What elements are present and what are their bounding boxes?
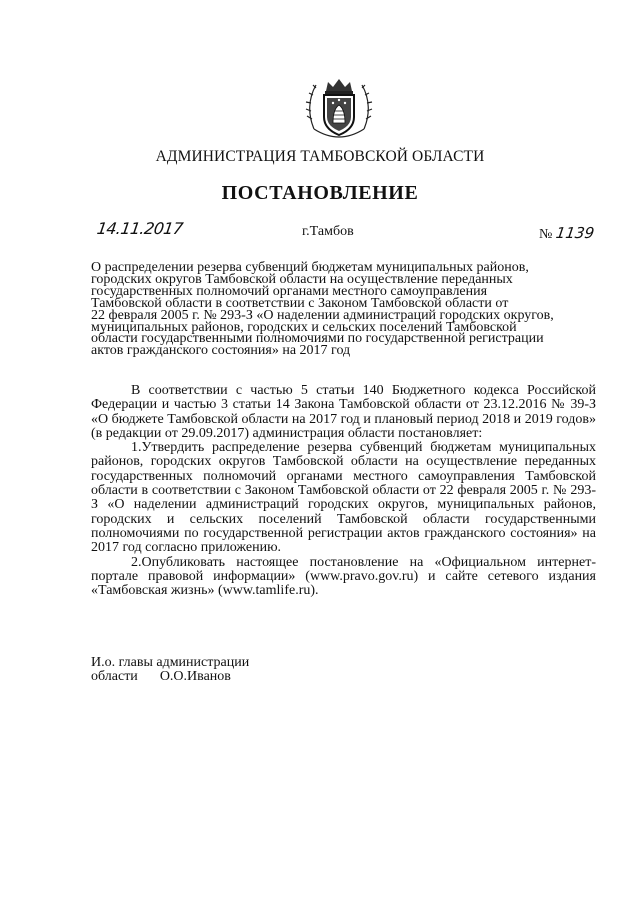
number-sign: № bbox=[539, 227, 553, 242]
subject-line: актов гражданского состояния» на 2017 год bbox=[91, 343, 351, 359]
document-date: 14.11.2017 bbox=[95, 219, 184, 238]
document-number bbox=[539, 224, 595, 243]
document-subject bbox=[91, 262, 596, 357]
item-2-paragraph: 2.Опубликовать настоящее постановление на «Официальном интернет-портале правовой информации» (www.pravo.gov.ru) и сайте сетевого издания «Тамбовская жизнь» (www.tamlife.ru). bbox=[91, 554, 596, 599]
subject-line: области государственными полномочиями по государственной регистрации bbox=[91, 331, 544, 347]
coat-of-arms-icon bbox=[300, 71, 378, 149]
subject-line: Тамбовской области в соответствии с Законом Тамбовской области от bbox=[91, 295, 509, 311]
document-city: г.Тамбов bbox=[302, 224, 354, 239]
signatory-position: И.о. главы администрации bbox=[91, 655, 250, 670]
subject-line: городских округов Тамбовской области на осуществление переданных bbox=[91, 271, 513, 287]
number-value: 1139 bbox=[555, 224, 596, 242]
item-1-paragraph: 1.Утвердить распределение резерва субвенций бюджетам муниципальных районов, городских округов Тамбовской области на осуществление переданных государственных полномочий органами местного самоуправления Тамбовской области в соответствии с Законом Тамбовской области от 22 февраля 2005 г. № 293-З «О наделении администраций городских округов, муниципальных районов, городских и сельских поселений Тамбовской области государственными полномочиями по государственной регистрации актов гражданского состояния» на 2017 год согласно приложению. bbox=[91, 440, 596, 556]
signature-block bbox=[91, 656, 249, 685]
document-body bbox=[91, 384, 596, 598]
signatory-position-cont: области bbox=[91, 669, 138, 685]
preamble-paragraph: В соответствии с частью 5 статьи 140 Бюджетного кодекса Российской Федерации и частью 3 статьи 14 Закона Тамбовской области от 23.12.2016 № 39-З «О бюджете Тамбовской области на 2017 год и плановый период 2018 и 2019 годов» (в редакции от 29.09.2017) администрация области постановляет: bbox=[91, 383, 596, 441]
subject-line: муниципальных районов, городских и сельских поселений Тамбовской bbox=[91, 319, 517, 335]
subject-line: государственных полномочий органами местного самоуправления bbox=[91, 283, 488, 299]
organization-title: АДМИНИСТРАЦИЯ ТАМБОВСКОЙ ОБЛАСТИ bbox=[155, 148, 485, 165]
subject-line: О распределении резерва субвенций бюджетам муниципальных районов, bbox=[91, 260, 529, 275]
document-type-title: ПОСТАНОВЛЕНИЕ bbox=[221, 182, 419, 204]
signatory-name: О.О.Иванов bbox=[159, 669, 231, 685]
subject-line: 22 февраля 2005 г. № 293-З «О наделении администраций городских округов, bbox=[91, 307, 554, 323]
